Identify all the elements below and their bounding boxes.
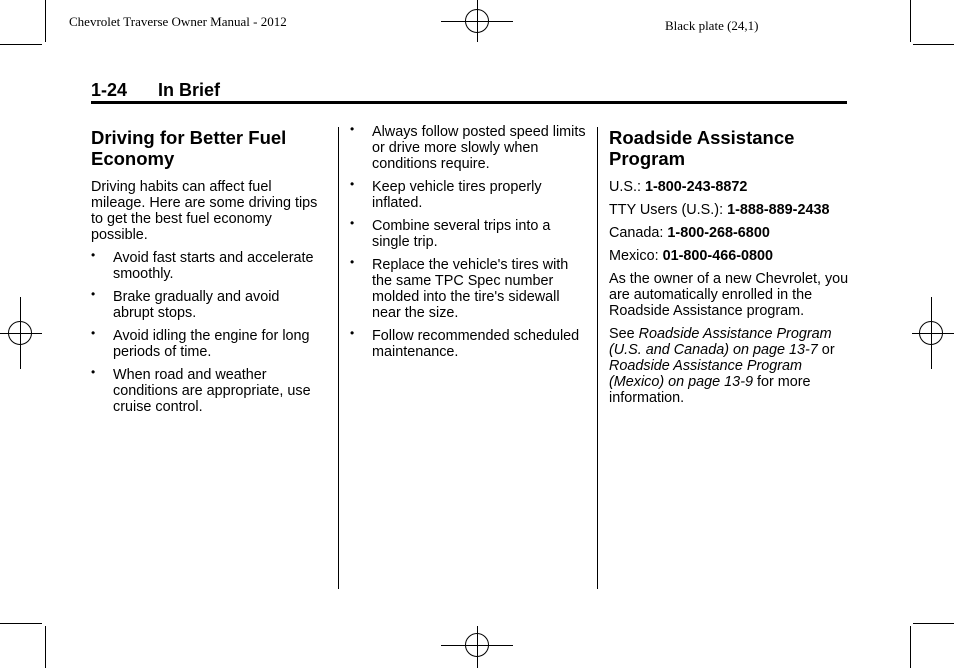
see-reference: See Roadside Assistance Program (U.S. and Canada) on page 13-7 or Roadside Assistance Program (Mexico) on page 13-9 for more information. xyxy=(609,326,835,406)
list-item: • Combine several trips into a single trip. xyxy=(350,218,586,250)
heading-fuel-economy: Driving for Better Fuel Economy xyxy=(91,127,287,169)
list-item: • Replace the vehicle's tires with the same TPC Spec number molded into the tire's sidewall near the size. xyxy=(350,257,586,321)
contact-canada: Canada: 1-800-268-6800 xyxy=(609,225,770,241)
section-title: In Brief xyxy=(158,80,221,100)
section-header xyxy=(91,80,847,101)
running-head-plate: Black plate (24,1) xyxy=(665,18,759,33)
heading-roadside-assistance: Roadside Assistance Program xyxy=(609,127,795,169)
cross-reference-link[interactable]: Roadside Assistance Program (Mexico) on page 13-9 xyxy=(609,358,803,390)
phone-number: 1-800-243-8872 xyxy=(644,179,748,195)
contact-us: U.S.: 1-800-243-8872 xyxy=(609,179,748,195)
column-fuel-tips-continued xyxy=(350,124,586,367)
section-rule xyxy=(91,101,847,104)
contact-mexico: Mexico: 01-800-466-0800 xyxy=(609,248,774,264)
column-divider xyxy=(597,127,598,589)
phone-number: 01-800-466-0800 xyxy=(662,248,774,264)
list-item: • Keep vehicle tires properly inflated. xyxy=(350,179,586,211)
phone-number: 1-800-268-6800 xyxy=(667,225,770,241)
intro-text: Driving habits can affect fuel mileage. Here are some driving tips to get the best fuel economy possible. xyxy=(91,179,318,243)
fuel-tips-list-continued xyxy=(350,124,586,360)
page-number: 1-24 xyxy=(91,80,128,100)
fuel-tips-list xyxy=(91,250,323,415)
list-item: • Follow recommended scheduled maintenance. xyxy=(350,328,586,360)
cross-reference-link[interactable]: Roadside Assistance Program (U.S. and Canada) on page 13-7 xyxy=(609,326,832,358)
column-divider xyxy=(338,127,339,589)
column-roadside-assistance xyxy=(609,127,849,413)
list-item: • Avoid fast starts and accelerate smoothly. xyxy=(91,250,323,282)
owner-text: As the owner of a new Chevrolet, you are automatically enrolled in the Roadside Assistance program. xyxy=(609,271,849,319)
list-item: • Always follow posted speed limits or drive more slowly when conditions require. xyxy=(350,124,586,172)
list-item: • Brake gradually and avoid abrupt stops. xyxy=(91,289,323,321)
contact-tty: TTY Users (U.S.): 1-888-889-2438 xyxy=(609,202,830,218)
list-item: • When road and weather conditions are appropriate, use cruise control. xyxy=(91,367,323,415)
phone-number: 1-888-889-2438 xyxy=(727,202,830,218)
running-head-title: Chevrolet Traverse Owner Manual - 2012 xyxy=(69,14,287,29)
column-fuel-economy xyxy=(91,127,323,422)
list-item: • Avoid idling the engine for long periods of time. xyxy=(91,328,323,360)
